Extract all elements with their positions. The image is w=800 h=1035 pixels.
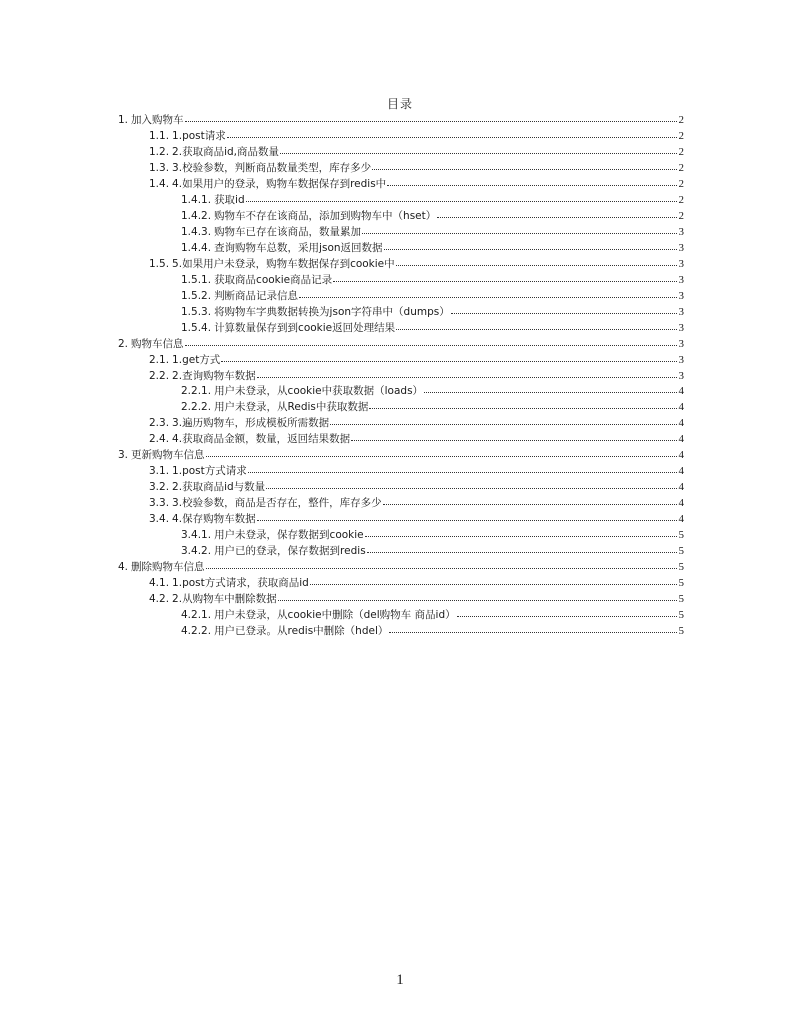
toc-entry-number: 4.2.: [149, 593, 170, 606]
toc-entry-number: 2.3.: [149, 417, 170, 430]
toc-entry[interactable]: [118, 448, 684, 464]
toc-entry-page: 3: [678, 257, 684, 270]
toc-entry[interactable]: [118, 592, 684, 608]
toc-entry-label: 用户未登录，从cookie中获取数据（loads）: [214, 385, 424, 398]
toc-entry-number: 2.2.1.: [181, 385, 212, 398]
dot-leader: [330, 416, 677, 426]
toc-entry[interactable]: [118, 496, 684, 512]
toc-entry-label: 1.post方式请求: [172, 465, 247, 478]
dot-leader: [333, 273, 677, 283]
dot-leader: [362, 225, 677, 235]
dot-leader: [299, 289, 677, 299]
dot-leader: [437, 209, 677, 219]
toc-entry-label: 2.获取商品id与数量: [172, 481, 266, 494]
toc-entry-number: 1.: [118, 114, 129, 126]
toc-entry[interactable]: [118, 305, 684, 321]
toc-entry-label: 加入购物车: [131, 114, 184, 126]
toc-entry-label: 4.获取商品金额，数量，返回结果数据: [172, 433, 351, 446]
dot-leader: [451, 305, 677, 315]
toc-entry-label: 3.校验参数，判断商品数量类型，库存多少: [172, 161, 372, 174]
dot-leader: [369, 400, 677, 410]
toc-entry[interactable]: [118, 321, 684, 337]
dot-leader: [351, 432, 677, 442]
toc-entry-page: 2: [678, 145, 684, 158]
dot-leader: [383, 496, 677, 506]
toc-entry-label: 计算数量保存到到cookie返回处理结果: [214, 321, 396, 334]
toc-entry-number: 3.4.1.: [181, 529, 212, 542]
dot-leader: [246, 193, 677, 203]
toc-entry-label: 2.从购物车中删除数据: [172, 593, 277, 606]
toc-entry-number: 1.4.4.: [181, 241, 212, 254]
toc-entry-label: 获取商品cookie商品记录: [214, 273, 333, 286]
toc-entry-page: 3: [678, 241, 684, 254]
toc-entry[interactable]: [118, 576, 684, 592]
toc-entry-label: 4.保存购物车数据: [172, 513, 256, 526]
toc-entry-label: 3.遍历购物车，形成模板所需数据: [172, 417, 330, 430]
toc-entry-page: 4: [678, 449, 684, 462]
toc-entry-page: 2: [678, 177, 684, 190]
toc-entry-page: 3: [678, 305, 684, 318]
toc-entry-label: 用户未登录，从cookie中删除（del购物车 商品id）: [214, 609, 456, 622]
toc-entry-page: 3: [678, 289, 684, 302]
dot-leader: [365, 528, 677, 538]
dot-leader: [257, 369, 677, 379]
toc-title: 目录: [386, 97, 413, 111]
toc-entry-label: 4.如果用户的登录，购物车数据保存到redis中: [172, 177, 387, 190]
toc-entry[interactable]: [118, 369, 684, 385]
toc-entry-page: 2: [678, 129, 684, 142]
toc-entry[interactable]: [118, 544, 684, 560]
toc-entry-page: 3: [678, 321, 684, 334]
toc-entry[interactable]: [118, 273, 684, 289]
dot-leader: [185, 337, 677, 347]
toc-entry-label: 1.post请求: [172, 129, 226, 142]
toc-entry-page: 5: [678, 593, 684, 606]
toc-entry-label: 更新购物车信息: [131, 449, 205, 462]
dot-leader: [280, 145, 677, 155]
toc-entry[interactable]: [118, 161, 684, 177]
toc-entry[interactable]: [118, 560, 684, 576]
toc-entry-number: 4.1.: [149, 577, 170, 590]
toc-entry-number: 3.1.: [149, 465, 170, 478]
toc-entry-number: 4.: [118, 561, 129, 574]
toc-entry-label: 1.post方式请求，获取商品id: [172, 577, 309, 590]
toc-entry-number: 3.: [118, 449, 129, 462]
dot-leader: [367, 544, 677, 554]
toc-entry-page: 2: [678, 209, 684, 222]
toc-entry-page: 4: [678, 481, 684, 494]
toc-entry-number: 2.1.: [149, 353, 170, 366]
toc-entry-number: 1.4.: [149, 177, 170, 190]
toc-entry-page: 4: [678, 385, 684, 398]
toc-entry-page: 4: [678, 497, 684, 510]
toc-entry[interactable]: [118, 177, 684, 193]
toc-entry[interactable]: [118, 225, 684, 241]
toc-entry-page: 3: [678, 225, 684, 238]
dot-leader: [227, 129, 677, 139]
dot-leader: [266, 480, 677, 490]
toc-entry-label: 用户未登录，从Redis中获取数据: [214, 401, 369, 414]
toc-entry-number: 4.2.2.: [181, 625, 212, 637]
toc-entry-number: 2.4.: [149, 433, 170, 446]
dot-leader: [396, 257, 677, 267]
dot-leader: [457, 608, 677, 618]
toc-entry-number: 1.5.2.: [181, 289, 212, 302]
toc-entry-number: 1.5.3.: [181, 305, 212, 318]
toc-entry-number: 1.4.2.: [181, 209, 212, 222]
toc-entry-page: 3: [678, 369, 684, 382]
toc-entry[interactable]: [118, 241, 684, 257]
toc-entry[interactable]: [118, 113, 684, 129]
toc-entry-page: 5: [678, 529, 684, 542]
toc-entry-label: 查询购物车总数，采用json返回数据: [214, 241, 383, 254]
toc-entry-page: 3: [678, 337, 684, 350]
toc-entry-label: 删除购物车信息: [131, 561, 205, 574]
toc-entry[interactable]: [118, 528, 684, 544]
toc-entry[interactable]: [118, 193, 684, 209]
toc-entry[interactable]: [118, 624, 684, 640]
dot-leader: [221, 353, 677, 363]
toc-entry-page: 5: [678, 609, 684, 622]
toc-entry-number: 1.2.: [149, 145, 170, 158]
toc-entry[interactable]: [118, 480, 684, 496]
dot-leader: [278, 592, 677, 602]
toc-entry-number: 1.1.: [149, 129, 170, 142]
toc-entry[interactable]: [118, 384, 684, 400]
toc-entry-number: 3.2.: [149, 481, 170, 494]
dot-leader: [396, 321, 677, 331]
toc-entry-number: 1.5.: [149, 257, 170, 270]
toc-entry-number: 4.2.1.: [181, 609, 212, 622]
dot-leader: [372, 161, 677, 171]
toc-entry[interactable]: [118, 353, 684, 369]
toc-entry-page: 5: [678, 577, 684, 590]
dot-leader: [389, 624, 677, 634]
toc-entry[interactable]: [118, 432, 684, 448]
toc-entry-page: 4: [678, 465, 684, 478]
toc-entry-page: 3: [678, 273, 684, 286]
toc-entry-page: 5: [678, 625, 684, 637]
toc-entry-page: 2: [678, 114, 684, 126]
toc-entry[interactable]: [118, 145, 684, 161]
toc-entry-number: 1.4.3.: [181, 225, 212, 238]
toc-entry[interactable]: [118, 337, 684, 353]
toc-entry-label: 1.get方式: [172, 353, 221, 366]
dot-leader: [257, 512, 677, 522]
table-of-contents: [118, 113, 684, 640]
toc-entry-number: 1.5.4.: [181, 321, 212, 334]
toc-entry[interactable]: [118, 129, 684, 145]
toc-entry-number: 3.4.: [149, 513, 170, 526]
toc-entry[interactable]: [118, 257, 684, 273]
dot-leader: [185, 113, 677, 123]
toc-entry-label: 判断商品记录信息: [214, 289, 299, 302]
toc-entry-number: 1.5.1.: [181, 273, 212, 286]
toc-entry[interactable]: [118, 512, 684, 528]
toc-entry-page: 5: [678, 561, 684, 574]
toc-entry-label: 获取id: [214, 193, 245, 206]
toc-entry[interactable]: [118, 400, 684, 416]
toc-entry-page: 5: [678, 545, 684, 558]
toc-entry-number: 1.4.1.: [181, 193, 212, 206]
toc-entry-number: 2.2.2.: [181, 401, 212, 414]
toc-entry-label: 用户已登录。从redis中删除（hdel）: [214, 625, 389, 637]
dot-leader: [387, 177, 677, 187]
toc-entry[interactable]: [118, 464, 684, 480]
toc-entry-label: 将购物车字典数据转换为json字符串中（dumps）: [214, 305, 450, 318]
toc-entry-label: 2.查询购物车数据: [172, 369, 256, 382]
toc-entry-number: 1.3.: [149, 161, 170, 174]
toc-entry-label: 用户已的登录，保存数据到redis: [214, 545, 366, 558]
page-number: 1: [396, 972, 404, 988]
toc-entry-label: 用户未登录，保存数据到cookie: [214, 529, 364, 542]
toc-entry[interactable]: [118, 416, 684, 432]
toc-entry-page: 4: [678, 401, 684, 414]
toc-entry-page: 2: [678, 193, 684, 206]
toc-entry-label: 2.获取商品id,商品数量: [172, 145, 279, 158]
toc-entry-page: 4: [678, 513, 684, 526]
toc-entry-page: 3: [678, 353, 684, 366]
dot-leader: [206, 560, 677, 570]
toc-entry-number: 3.3.: [149, 497, 170, 510]
dot-leader: [384, 241, 677, 251]
dot-leader: [248, 464, 677, 474]
toc-entry-label: 3.校验参数，商品是否存在，整件，库存多少: [172, 497, 382, 510]
toc-entry-number: 2.2.: [149, 369, 170, 382]
dot-leader: [206, 448, 677, 458]
dot-leader: [424, 384, 677, 394]
toc-entry-page: 4: [678, 433, 684, 446]
toc-entry-number: 3.4.2.: [181, 545, 212, 558]
toc-entry[interactable]: [118, 289, 684, 305]
toc-entry-page: 4: [678, 417, 684, 430]
toc-entry[interactable]: [118, 608, 684, 624]
toc-entry[interactable]: [118, 209, 684, 225]
dot-leader: [310, 576, 677, 586]
toc-entry-label: 购物车信息: [131, 337, 184, 350]
toc-entry-label: 购物车不存在该商品，添加到购物车中（hset）: [214, 209, 437, 222]
toc-entry-page: 2: [678, 161, 684, 174]
toc-entry-number: 2.: [118, 337, 129, 350]
toc-entry-label: 5.如果用户未登录，购物车数据保存到cookie中: [172, 257, 395, 270]
toc-entry-label: 购物车已存在该商品，数量累加: [214, 225, 362, 238]
